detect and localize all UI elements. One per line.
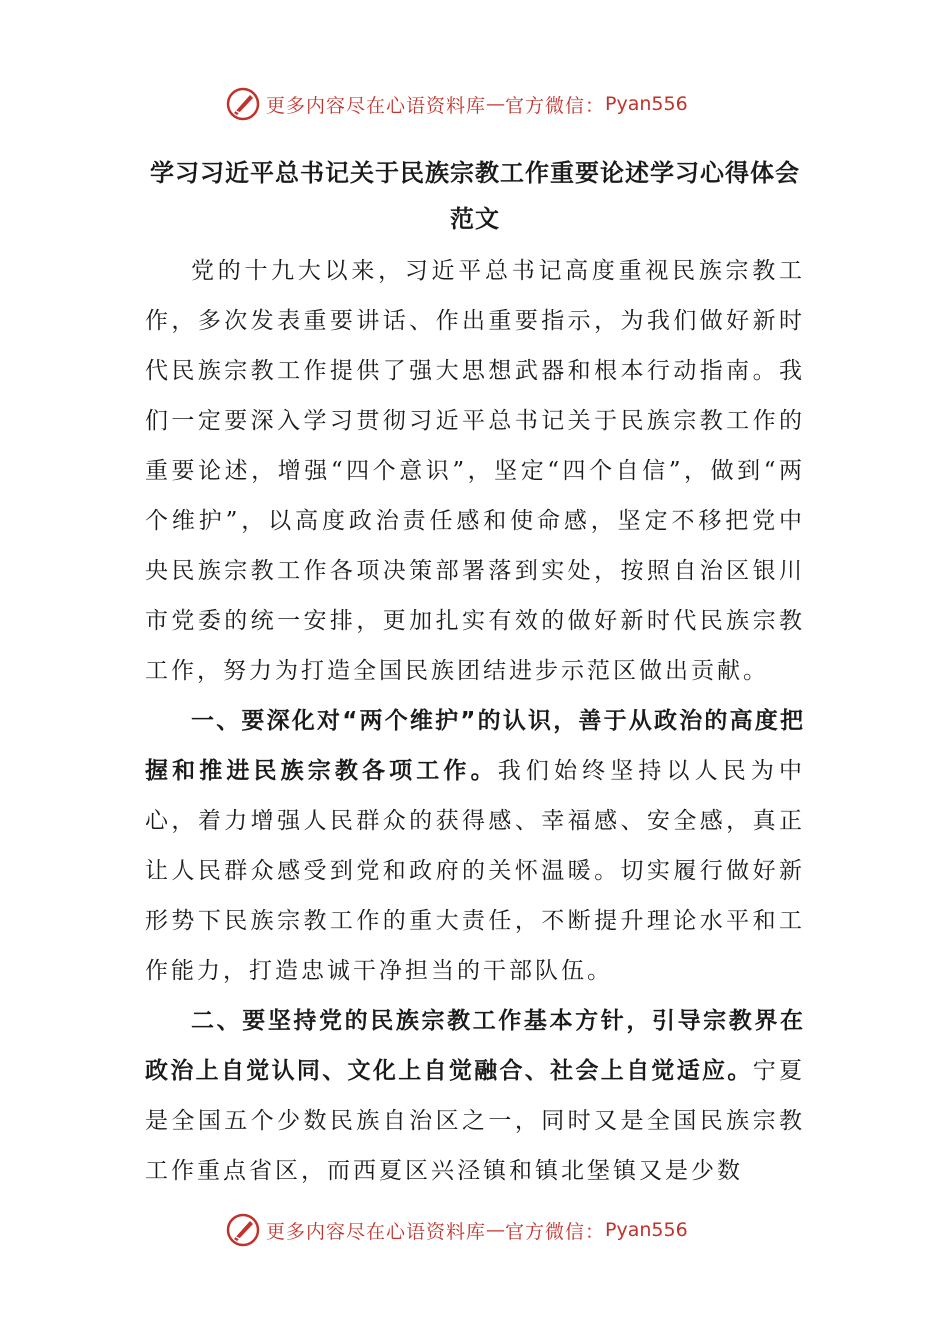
watermark-text: 更多内容尽在心语资料库 bbox=[266, 1220, 487, 1243]
paragraph-section-2 bbox=[145, 996, 805, 1196]
watermark-separator: — bbox=[486, 1219, 506, 1241]
quill-logo-icon bbox=[226, 87, 260, 121]
paragraph-intro bbox=[145, 246, 805, 696]
watermark-separator: — bbox=[486, 93, 506, 115]
document-body bbox=[145, 246, 805, 1196]
paragraph-heading: 二、要坚持党的民族宗教工作基本方针，引导宗教界在政治上自觉认同、文化上自觉融合、社会上自觉适应。 bbox=[145, 1008, 805, 1084]
watermark-official: 官方微信： bbox=[505, 94, 606, 117]
quill-logo-icon bbox=[226, 1213, 260, 1247]
watermark-banner-top bbox=[226, 84, 688, 124]
watermark-banner-bottom bbox=[226, 1210, 688, 1250]
watermark-text: 更多内容尽在心语资料库 bbox=[266, 94, 487, 117]
watermark-official: 官方微信： bbox=[505, 1220, 606, 1243]
watermark-wechat-id: Pyan556 bbox=[605, 93, 688, 115]
paragraph-text: 宁夏是全国五个少数民族自治区之一，同时又是全国民族宗教工作重点省区，而西夏区兴泾镇和镇北堡镇又是少数 bbox=[145, 1058, 806, 1184]
document-title: 学习习近平总书记关于民族宗教工作重要论述学习心得体会范文 bbox=[150, 159, 800, 233]
watermark-wechat-id: Pyan556 bbox=[605, 1219, 688, 1241]
paragraph-text: 我们始终坚持以人民为中心，着力增强人民群众的获得感、幸福感、安全感，真正让人民群众感受到党和政府的关怀温暖。切实履行做好新形势下民族宗教工作的重大责任，不断提升理论水平和工作能力，打造忠诚干净担当的干部队伍。 bbox=[145, 758, 806, 984]
paragraph-heading: 一、要深化对“两个维护”的认识，善于从政治的高度把握和推进民族宗教各项工作。 bbox=[145, 708, 805, 784]
paragraph-text: 党的十九大以来，习近平总书记高度重视民族宗教工作，多次发表重要讲话、作出重要指示，为我们做好新时代民族宗教工作提供了强大思想武器和根本行动指南。我们一定要深入学习贯彻习近平总书记关于民族宗教工作的重要论述，增强“四个意识”，坚定“四个自信”，做到“两个维护”，以高度政治责任感和使命感，坚定不移把党中央民族宗教工作各项决策部署落到实处，按照自治区银川市党委的统一安排，更加扎实有效的做好新时代民族宗教工作，努力为打造全国民族团结进步示范区做出贡献。 bbox=[145, 258, 805, 684]
paragraph-section-1 bbox=[145, 696, 805, 996]
